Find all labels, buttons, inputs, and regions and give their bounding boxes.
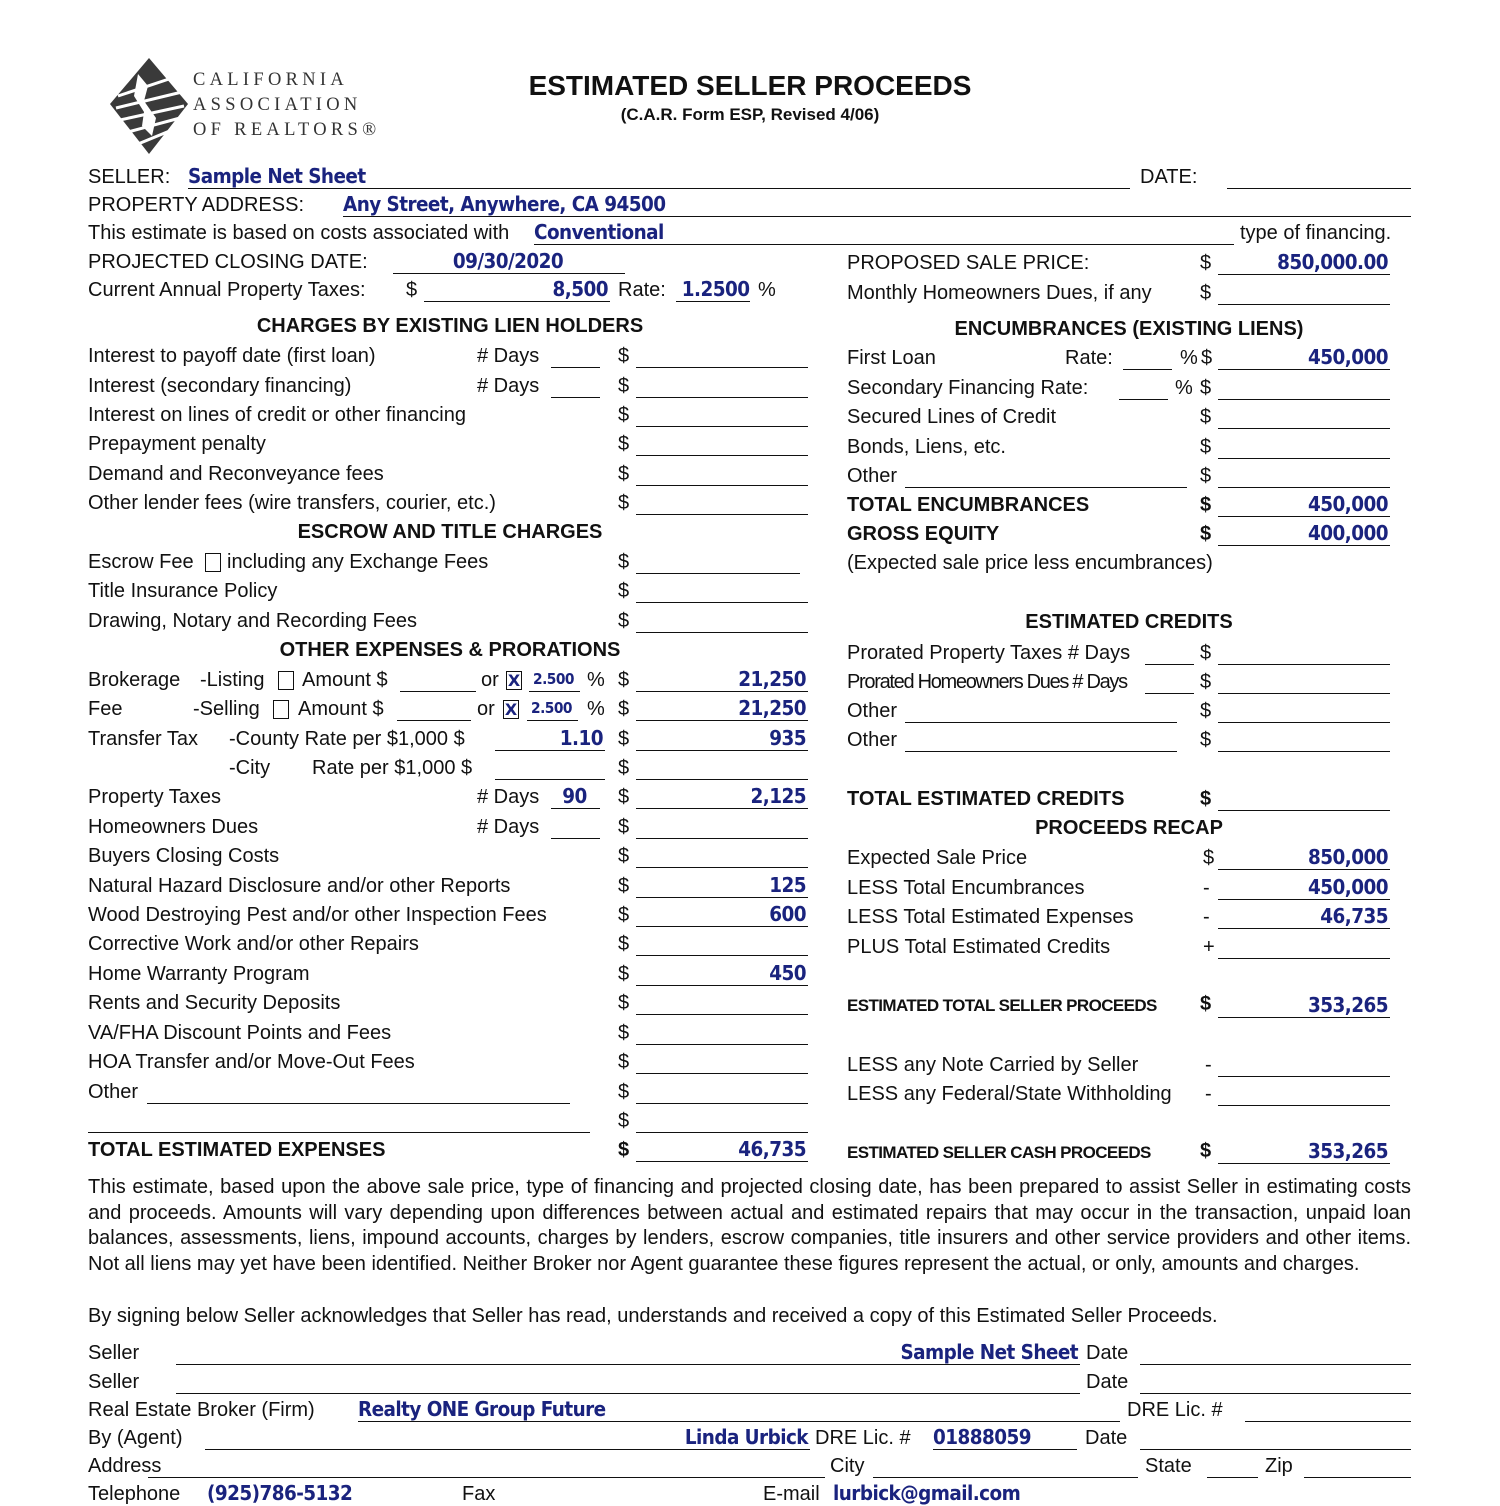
expense-row-label: Buyers Closing Costs <box>88 845 280 867</box>
escrow-amount-field-line <box>636 632 808 633</box>
rate-label: Rate: <box>618 279 666 301</box>
financing-label: This estimate is based on costs associated with <box>88 222 510 244</box>
dollar-sign: $ <box>618 492 630 514</box>
days-label: # Days <box>477 816 540 838</box>
amount-label: Amount $ <box>298 698 384 720</box>
address-label: Address <box>88 1455 162 1477</box>
address-field[interactable]: Any Street, Anywhere, CA 94500 <box>343 192 666 216</box>
gross-equity-field-line <box>1218 545 1390 546</box>
fee-label: Fee <box>88 698 123 720</box>
closing-date-field-line <box>393 273 625 274</box>
first-loan-rate-field-line <box>1123 369 1172 370</box>
dollar-sign: $ <box>1200 494 1212 516</box>
days-label: # Days <box>477 375 540 397</box>
credit-row-label: Prorated Property Taxes # Days <box>847 642 1131 664</box>
property-taxes-label: Current Annual Property Taxes: <box>88 279 366 301</box>
dollar-sign: $ <box>1200 788 1212 810</box>
expense-amount-field-line <box>636 1103 808 1104</box>
recap-amount-field[interactable]: 850,000 <box>1308 845 1388 869</box>
state-field-line <box>1207 1477 1258 1478</box>
recap-amount-field-line <box>1218 899 1390 900</box>
recap-row-label: LESS Total Encumbrances <box>847 877 1085 899</box>
escrow-row-label: Title Insurance Policy <box>88 580 278 602</box>
hoa-dues-field-line <box>1218 304 1390 305</box>
expense-amount-field-line <box>636 1073 808 1074</box>
gross-equity-label: GROSS EQUITY <box>847 523 1000 545</box>
days-field-line <box>551 838 600 839</box>
seller-field-line <box>188 188 1130 189</box>
dre-label: DRE Lic. # <box>815 1427 911 1449</box>
dollar-sign: $ <box>618 992 630 1014</box>
state-label: State <box>1145 1455 1192 1477</box>
annual-taxes-field-line <box>424 301 610 302</box>
days-label: # Days <box>477 786 540 808</box>
seller-signature-label: Seller <box>88 1371 140 1393</box>
dollar-sign: $ <box>618 904 630 926</box>
cash-proceeds-label: ESTIMATED SELLER CASH PROCEEDS <box>847 1143 1151 1162</box>
broker-label: Real Estate Broker (Firm) <box>88 1399 315 1421</box>
percent-sign: % <box>587 698 605 720</box>
credit-row-label: Prorated Homeowners Dues # Days <box>847 671 1127 693</box>
telephone-field[interactable]: (925)786-5132 <box>207 1481 353 1505</box>
expense-row-label: Corrective Work and/or other Repairs <box>88 933 419 955</box>
lien-row-label: Prepayment penalty <box>88 433 266 455</box>
sign-symbol: + <box>1203 936 1215 958</box>
closing-date-field[interactable]: 09/30/2020 <box>452 249 564 273</box>
broker-dre-field-line <box>1245 1421 1411 1422</box>
credit-amount-field-line <box>1218 722 1390 723</box>
total-encumbrances-label: TOTAL ENCUMBRANCES <box>847 494 1090 516</box>
expense-amount-field-line <box>636 1132 808 1133</box>
days-field-line <box>551 397 600 398</box>
recap-amount-field-line <box>1218 869 1390 870</box>
deduction-amount-field-line <box>1218 1076 1390 1077</box>
recap-amount-field-line <box>1218 928 1390 929</box>
city-field-line <box>873 1477 1138 1478</box>
zip-label: Zip <box>1265 1455 1293 1477</box>
first-loan-field[interactable]: 450,000 <box>1308 345 1388 369</box>
dollar-sign: $ <box>1200 406 1212 428</box>
section-header-recap: PROCEEDS RECAP <box>1035 817 1223 839</box>
lien-amount-field-line <box>636 397 808 398</box>
first-loan-field-line <box>1218 369 1390 370</box>
section-header-escrow: ESCROW AND TITLE CHARGES <box>297 521 603 543</box>
credit-amount-field-line <box>1218 751 1390 752</box>
other-description-line <box>905 722 1177 723</box>
expense-amount-field[interactable]: 600 <box>769 902 806 926</box>
lien-row-label: Demand and Reconveyance fees <box>88 463 384 485</box>
form-subtitle: (C.A.R. Form ESP, Revised 4/06) <box>620 105 880 124</box>
other-description-line <box>905 751 1177 752</box>
recap-row-label: Expected Sale Price <box>847 847 1028 869</box>
dollar-sign: $ <box>1200 523 1212 545</box>
dollar-sign: $ <box>1200 671 1212 693</box>
encumbrance-row-label: Bonds, Liens, etc. <box>847 436 1006 458</box>
listing-fee-field-line <box>636 691 808 692</box>
seller-signature-field[interactable]: Sample Net Sheet <box>900 1340 1078 1364</box>
sale-price-field-line <box>1218 274 1390 275</box>
seller2-date-field-line <box>1140 1393 1411 1394</box>
listing-amount-checkbox[interactable] <box>278 671 294 690</box>
transfer-tax-label: Transfer Tax <box>88 728 199 750</box>
or-label: or <box>481 669 499 691</box>
sign-symbol: - <box>1205 1054 1212 1076</box>
financing-field[interactable]: Conventional <box>534 220 664 244</box>
section-header-liens: CHARGES BY EXISTING LIEN HOLDERS <box>256 315 644 337</box>
logo-text-line: OF REALTORS® <box>193 120 381 140</box>
expense-amount-field-line <box>636 1044 808 1045</box>
seller-date-field-line <box>1140 1364 1411 1365</box>
other-description-line <box>88 1132 590 1133</box>
dollar-sign: $ <box>1200 642 1212 664</box>
expense-row-label: Wood Destroying Pest and/or other Inspection Fees <box>88 904 547 926</box>
days-field-line <box>1145 664 1194 665</box>
other-description-line <box>905 487 1187 488</box>
credit-amount-field-line <box>1218 693 1390 694</box>
expense-amount-field-line <box>636 808 808 809</box>
lien-amount-field-line <box>636 367 808 368</box>
dollar-sign: $ <box>1200 282 1212 304</box>
agent-dre-field[interactable]: 01888059 <box>933 1425 1032 1449</box>
city-rate-label: Rate per $1,000 $ <box>312 757 473 779</box>
expense-amount-field-line <box>636 838 808 839</box>
expense-amount-field-line <box>636 926 808 927</box>
expense-amount-field-line <box>636 955 808 956</box>
listing-amount-field-line <box>400 691 476 692</box>
sign-symbol: - <box>1205 1083 1212 1105</box>
dollar-sign: $ <box>618 963 630 985</box>
city-label: -City <box>229 757 271 779</box>
dollar-sign: $ <box>618 345 630 367</box>
expense-row-label: Homeowners Dues <box>88 816 259 838</box>
days-field[interactable]: 90 <box>562 784 587 808</box>
encumbrance-amount-field-line <box>1218 428 1390 429</box>
first-loan-label: First Loan <box>847 347 936 369</box>
date-line <box>1227 188 1411 189</box>
credit-amount-field-line <box>1218 664 1390 665</box>
expense-amount-field-line <box>636 897 808 898</box>
sign-symbol: - <box>1203 906 1210 928</box>
agent-address-field-line <box>148 1477 825 1478</box>
address-field-line <box>343 216 1411 217</box>
selling-percent-checkbox[interactable]: X <box>504 700 518 719</box>
gross-equity-field[interactable]: 400,000 <box>1308 521 1388 545</box>
total-proceeds-field[interactable]: 353,265 <box>1308 993 1388 1017</box>
dollar-sign: $ <box>618 375 630 397</box>
sign-symbol: - <box>1203 877 1210 899</box>
expense-amount-field[interactable]: 2,125 <box>750 784 806 808</box>
tax-rate-field[interactable]: 1.2500 <box>681 277 750 301</box>
disclaimer-text: This estimate, based upon the above sale price, type of financing and projected closing date, has been prepared to assist Seller in estimating costs and proceeds. Amounts will vary depending upon differences between actual and estimated repairs that may occur in the transaction, unpaid loan balances, assessments, liens, impound accounts, charges by lenders, escrow companies, title insurers and other service providers and other items. Not all liens may yet have been identified. Neither Broker nor Agent guarantee these figures represent the actual, or only, amounts and charges. <box>88 1176 1411 1276</box>
seller-label: SELLER: <box>88 166 171 188</box>
selling-amount-checkbox[interactable] <box>273 700 289 719</box>
total-proceeds-label: ESTIMATED TOTAL SELLER PROCEEDS <box>847 996 1157 1015</box>
agent-field-line <box>205 1449 810 1450</box>
selling-percent-field-line <box>527 720 578 721</box>
expense-amount-field-line <box>636 1014 808 1015</box>
listing-fee-field[interactable]: 21,250 <box>738 667 806 691</box>
dollar-sign: $ <box>618 610 630 632</box>
recap-amount-field[interactable]: 46,735 <box>1320 904 1388 928</box>
expense-row-label: Rents and Security Deposits <box>88 992 341 1014</box>
selling-amount-field-line <box>397 720 471 721</box>
logo-text-line: ASSOCIATION <box>193 95 362 115</box>
credit-row-label: Other <box>847 700 898 722</box>
expense-amount-field[interactable]: 125 <box>769 873 806 897</box>
lien-row-label: Other lender fees (wire transfers, courier, etc.) <box>88 492 496 514</box>
total-credits-field-line <box>1218 810 1390 811</box>
lien-amount-field-line <box>636 426 808 427</box>
selling-percent-field[interactable]: 2.500 <box>531 699 572 717</box>
tax-rate-field-line <box>676 301 750 302</box>
total-encumbrances-field-line <box>1218 516 1390 517</box>
escrow-fee-suffix: including any Exchange Fees <box>227 551 489 573</box>
encumbrance-row-label: Secured Lines of Credit <box>847 406 1057 428</box>
amount-label: Amount $ <box>302 669 388 691</box>
exchange-fee-checkbox[interactable] <box>205 553 221 572</box>
dollar-sign: $ <box>618 786 630 808</box>
dollar-sign: $ <box>618 669 630 691</box>
sale-price-label: PROPOSED SALE PRICE: <box>847 252 1090 274</box>
other-description-line <box>147 1103 570 1104</box>
address-label: PROPERTY ADDRESS: <box>88 194 304 216</box>
expense-row-label: HOA Transfer and/or Move-Out Fees <box>88 1051 415 1073</box>
telephone-label: Telephone <box>88 1483 181 1505</box>
listing-label: -Listing <box>200 669 265 691</box>
sale-price-field[interactable]: 850,000.00 <box>1277 250 1388 274</box>
escrow-amount-field-line <box>636 602 808 603</box>
lien-amount-field-line <box>636 455 808 456</box>
city-rate-field-line <box>495 779 605 780</box>
email-label: E-mail <box>763 1483 820 1505</box>
deduction-row-label: LESS any Federal/State Withholding <box>847 1083 1172 1105</box>
secondary-financing-field-line <box>1218 399 1390 400</box>
expense-row-label: VA/FHA Discount Points and Fees <box>88 1022 392 1044</box>
fax-label: Fax <box>462 1483 496 1505</box>
county-tax-field[interactable]: 935 <box>769 726 806 750</box>
brokerage-label: Brokerage <box>88 669 181 691</box>
agent-label: By (Agent) <box>88 1427 183 1449</box>
expense-amount-field-line <box>636 867 808 868</box>
listing-percent-field-line <box>529 691 580 692</box>
listing-percent-field[interactable]: 2.500 <box>533 670 574 688</box>
rate-label: Rate: <box>1065 347 1113 369</box>
total-expenses-field-line <box>636 1161 808 1162</box>
acknowledgement-text: By signing below Seller acknowledges that Seller has read, understands and received a copy of this Estimated Seller Proceeds. <box>88 1305 1218 1327</box>
recap-amount-field-line <box>1218 958 1390 959</box>
seller2-signature-field-line <box>176 1393 1080 1394</box>
dollar-sign: $ <box>618 1051 630 1073</box>
percent-sign: % <box>587 669 605 691</box>
lien-amount-field-line <box>636 485 808 486</box>
county-rate-field-line <box>495 750 605 751</box>
broker-field-line <box>358 1421 1120 1422</box>
agent-date-field-line <box>1140 1449 1411 1450</box>
credit-row-label: Other <box>847 729 898 751</box>
expense-row-label: Natural Hazard Disclosure and/or other Reports <box>88 875 511 897</box>
dollar-sign: $ <box>1200 377 1212 399</box>
days-label: # Days <box>477 345 540 367</box>
dollar-sign: $ <box>618 728 630 750</box>
dollar-sign: $ <box>618 1022 630 1044</box>
dollar-sign: $ <box>406 279 418 301</box>
section-header-credits: ESTIMATED CREDITS <box>1025 611 1233 633</box>
lien-row-label: Interest to payoff date (first loan) <box>88 345 376 367</box>
encumbrance-amount-field-line <box>1218 487 1390 488</box>
seller-signature-field-line <box>176 1364 1080 1365</box>
dollar-sign: $ <box>1201 347 1213 369</box>
escrow-fee-field-line <box>636 573 800 574</box>
cash-proceeds-field-line <box>1218 1163 1390 1164</box>
recap-row-label: PLUS Total Estimated Credits <box>847 936 1111 958</box>
encumbrance-row-label: Other <box>847 465 898 487</box>
total-encumbrances-field[interactable]: 450,000 <box>1308 492 1388 516</box>
expense-amount-field[interactable]: 450 <box>769 961 806 985</box>
closing-date-label: PROJECTED CLOSING DATE: <box>88 251 368 273</box>
sign-symbol: $ <box>1203 847 1215 869</box>
lien-row-label: Interest on lines of credit or other financing <box>88 404 466 426</box>
recap-amount-field[interactable]: 450,000 <box>1308 875 1388 899</box>
days-field-line <box>551 367 600 368</box>
percent-sign: % <box>1180 347 1198 369</box>
total-credits-label: TOTAL ESTIMATED CREDITS <box>847 788 1125 810</box>
deduction-row-label: LESS any Note Carried by Seller <box>847 1054 1139 1076</box>
car-logo-mark <box>108 56 190 156</box>
annual-taxes-field[interactable]: 8,500 <box>552 277 608 301</box>
dollar-sign: $ <box>1200 436 1212 458</box>
encumbrance-amount-field-line <box>1218 458 1390 459</box>
dollar-sign: $ <box>1200 700 1212 722</box>
selling-label: -Selling <box>193 698 260 720</box>
dollar-sign: $ <box>618 404 630 426</box>
expense-row-label: Home Warranty Program <box>88 963 310 985</box>
dollar-sign: $ <box>1200 465 1212 487</box>
selling-fee-field-line <box>636 720 808 721</box>
lien-row-label: Interest (secondary financing) <box>88 375 352 397</box>
financing-suffix: type of financing. <box>1240 222 1392 244</box>
county-tax-field-line <box>636 750 808 751</box>
dollar-sign: $ <box>618 875 630 897</box>
hoa-dues-label: Monthly Homeowners Dues, if any <box>847 282 1152 304</box>
dollar-sign: $ <box>618 933 630 955</box>
dollar-sign: $ <box>618 1139 630 1161</box>
total-proceeds-field-line <box>1218 1017 1390 1018</box>
days-field-line <box>1145 693 1194 694</box>
dollar-sign: $ <box>618 845 630 867</box>
escrow-row-label: Drawing, Notary and Recording Fees <box>88 610 418 632</box>
dre-label: DRE Lic. # <box>1127 1399 1223 1421</box>
cash-proceeds-field[interactable]: 353,265 <box>1308 1139 1388 1163</box>
broker-field[interactable]: Realty ONE Group Future <box>358 1397 606 1421</box>
date-label: Date <box>1086 1371 1129 1393</box>
dollar-sign: $ <box>1200 993 1212 1015</box>
total-expenses-label: TOTAL ESTIMATED EXPENSES <box>88 1139 386 1161</box>
recap-row-label: LESS Total Estimated Expenses <box>847 906 1134 928</box>
expense-amount-field-line <box>636 985 808 986</box>
email-field[interactable]: lurbick@gmail.com <box>833 1481 1021 1505</box>
agent-field[interactable]: Linda Urbick <box>684 1425 808 1449</box>
dollar-sign: $ <box>618 551 630 573</box>
dollar-sign: $ <box>618 1081 630 1103</box>
dollar-sign: $ <box>618 433 630 455</box>
date-label: DATE: <box>1140 166 1198 188</box>
days-field-line <box>551 808 600 809</box>
dollar-sign: $ <box>618 816 630 838</box>
total-expenses-field[interactable]: 46,735 <box>738 1137 806 1161</box>
deduction-amount-field-line <box>1218 1105 1390 1106</box>
county-rate-field[interactable]: 1.10 <box>559 726 603 750</box>
dollar-sign: $ <box>618 757 630 779</box>
car-logo <box>108 56 398 156</box>
seller-signature-label: Seller <box>88 1342 140 1364</box>
expense-row-label: Property Taxes <box>88 786 222 808</box>
escrow-fee-label: Escrow Fee <box>88 551 194 573</box>
percent-sign: % <box>1175 377 1193 399</box>
zip-field-line <box>1304 1477 1411 1478</box>
financing-field-line <box>534 244 1234 245</box>
expense-row-label: Other <box>88 1081 139 1103</box>
agent-dre-field-line <box>933 1449 1077 1450</box>
page-title: ESTIMATED SELLER PROCEEDS <box>528 70 972 101</box>
dollar-sign: $ <box>1200 252 1212 274</box>
county-rate-label: -County Rate per $1,000 $ <box>229 728 465 750</box>
dollar-sign: $ <box>618 1110 630 1132</box>
lien-amount-field-line <box>636 514 808 515</box>
section-header-encumbrances: ENCUMBRANCES (EXISTING LIENS) <box>954 318 1304 340</box>
listing-percent-checkbox[interactable]: X <box>507 671 521 690</box>
secondary-rate-field-line <box>1119 399 1168 400</box>
gross-equity-note: (Expected sale price less encumbrances) <box>847 552 1213 574</box>
dollar-sign: $ <box>618 698 630 720</box>
dollar-sign: $ <box>618 580 630 602</box>
secondary-financing-label: Secondary Financing Rate: <box>847 377 1089 399</box>
seller-field[interactable]: Sample Net Sheet <box>188 164 366 188</box>
logo-text-line: CALIFORNIA <box>193 70 349 90</box>
dollar-sign: $ <box>618 463 630 485</box>
date-label: Date <box>1085 1427 1128 1449</box>
section-header-other-expenses: OTHER EXPENSES & PRORATIONS <box>279 639 621 661</box>
percent-sign: % <box>758 279 776 301</box>
dollar-sign: $ <box>1200 729 1212 751</box>
city-tax-field-line <box>636 779 808 780</box>
dollar-sign: $ <box>1200 1140 1212 1162</box>
date-label: Date <box>1086 1342 1129 1364</box>
selling-fee-field[interactable]: 21,250 <box>738 696 806 720</box>
city-label: City <box>830 1455 865 1477</box>
or-label: or <box>477 698 495 720</box>
